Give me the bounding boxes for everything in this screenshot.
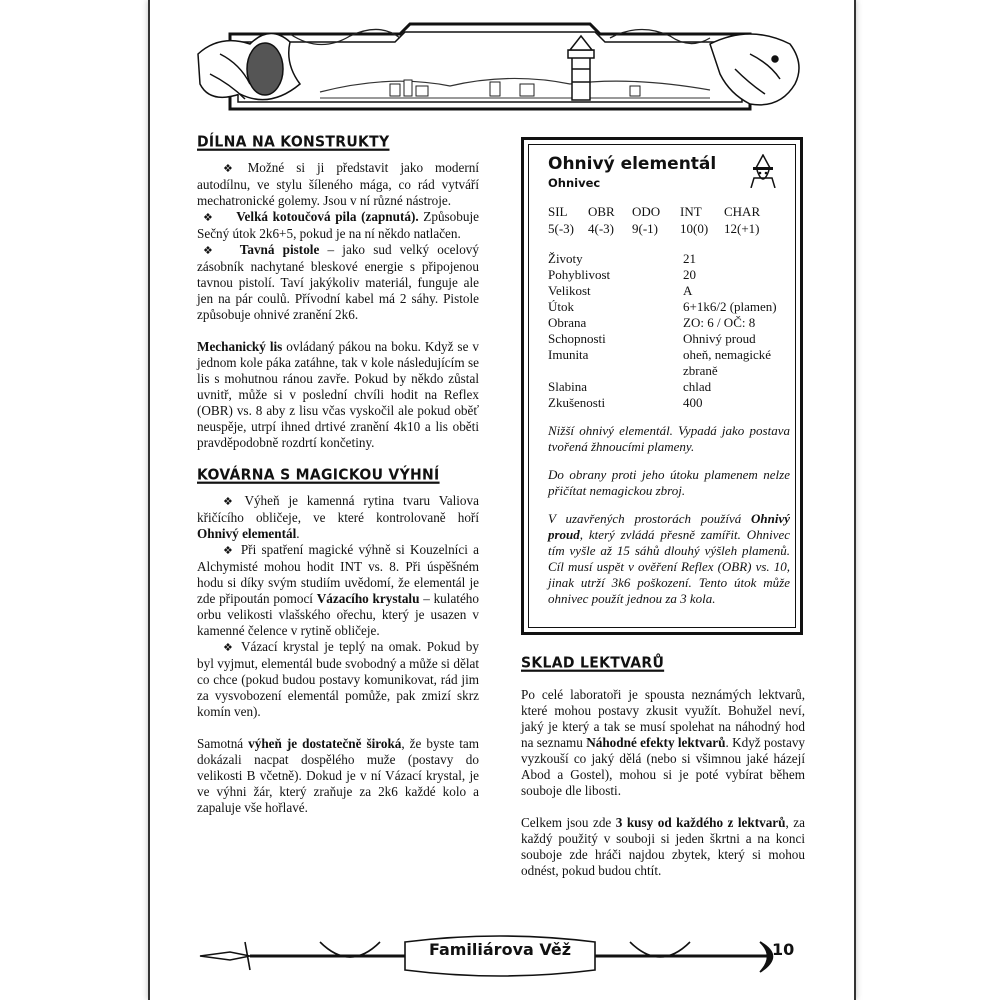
paragraph: Samotná výheň je dostatečně široká, že byste tam dokázali nacpat dospělého muže (postavy do velikosti B včetně). Dokud je v ní Vázací krystal, je ve výhni žár, který zraňuje za 2k6 každé kolo a zapaluje vše hořlavé. <box>197 736 479 815</box>
prop-key: Obrana <box>548 315 587 330</box>
creature-ability: V uzavřených prostorách používá Ohnivý proud, který zvládá přesně zamířit. Ohnivec tím vyšle až 15 sáhů dlouhý výšleh plamenů. Cíl musí uspět v ověření Reflex (OBR) vs. 10, jinak utrží 3k6 poškození. Tento útok může ohnivec použít jednou za 3 kola. <box>548 511 790 606</box>
attr-value: 12(+1) <box>724 221 760 236</box>
creature-subname: Ohnivec <box>548 176 601 190</box>
section-heading-forge: KOVÁRNA S MAGICKOU VÝHNÍ <box>197 466 440 484</box>
prop-value: ZO: 6 / OČ: 8 <box>683 315 756 330</box>
attr-header: INT <box>680 204 702 219</box>
creature-note: Do obrany proti jeho útoku plamenem nelze přičítat nemagickou zbroj. <box>548 467 790 498</box>
prop-key: Pohyblivost <box>548 267 611 282</box>
attribute-table <box>548 203 790 237</box>
paragraph: ❖ Možné si ji představit jako moderní autodílnu, ve stylu šíleného mága, co rád vytváří mechatronické golemy. Jsou v ní různé nástroje. <box>197 160 479 208</box>
prop-value: 21 <box>683 251 696 266</box>
paragraph: Mechanický lis ovládaný pákou na boku. Když se v jednom kole páka zatáhne, tak v kole následujícím se lis s mohutnou ránou zavře. Pokud by někdo zůstal uvnitř, může si v poslední chvíli hodit na Reflex (OBR) vs. 8 aby z lisu včas vyskočil ale pokud oběť neuspěje, utrpí ihned drtivé zranění 4k10 a lis oběti pravděpodobně rozdrtí končetiny. <box>197 339 479 450</box>
attr-value: 9(-1) <box>632 221 658 236</box>
prop-key: Útok <box>548 299 574 314</box>
left-column <box>197 134 479 816</box>
section-heading-potions: SKLAD LEKTVARŮ <box>521 654 665 672</box>
right-column <box>521 655 805 879</box>
wizard-icon <box>748 154 778 188</box>
attr-header: ODO <box>632 204 661 219</box>
attr-header: OBR <box>588 204 615 219</box>
prop-key: Schopnosti <box>548 331 606 346</box>
paragraph: Po celé laboratoři je spousta neznámých lektvarů, které mohou postavy zkusit využít. Bohužel neví, jaký je který a tak se musí spolehat na náhodný hod na seznamu Náhodné efekty lektvarů. Když postavy vyzkouší co jaký dělá (nebo si všimnou jaké házejí Abod a Gostel), mohou si je poté vybírat během souboje dle libosti. <box>521 687 806 798</box>
header-illustration <box>190 14 810 120</box>
bullet-icon: ❖ <box>203 211 215 224</box>
bullet-icon: ❖ <box>203 244 218 257</box>
prop-value: 20 <box>683 267 696 282</box>
prop-key: Životy <box>548 251 583 266</box>
bullet-icon: ❖ <box>223 544 235 557</box>
attr-header: CHAR <box>724 204 761 219</box>
section-heading-workshop: DÍLNA NA KONSTRUKTY <box>197 133 390 151</box>
paragraph: ❖ Velká kotoučová pila (zapnutá). Způsobuje Sečný útok 2k6+5, pokud je na ní někdo natlačen. <box>197 209 479 241</box>
attr-value: 5(-3) <box>548 221 574 236</box>
paragraph: ❖ Vázací krystal je teplý na omak. Pokud by byl vyjmut, elementál bude svobodný a může si dělat co chce (pokud budou postavy komunikovat, rád jim za vysvobození elementál pomůže, pak zmizí skrz komín ven). <box>197 639 479 719</box>
attr-value: 10(0) <box>680 221 709 236</box>
prop-key: Zkušenosti <box>548 395 606 410</box>
bullet-icon: ❖ <box>223 162 242 175</box>
property-list <box>548 251 790 411</box>
prop-key: Imunita <box>548 347 589 362</box>
creature-description: Nižší ohnivý elementál. Vypadá jako postava tvořená žhnoucími plameny. <box>548 423 790 454</box>
prop-value: A <box>683 283 693 298</box>
prop-value: 6+1k6/2 (plamen) <box>683 299 777 314</box>
paragraph: ❖ Výheň je kamenná rytina tvaru Valiova křičícího obličeje, ve které kontrolovaně hoří Ohnivý elementál. <box>197 493 479 541</box>
prop-key: Velikost <box>548 283 591 298</box>
prop-value: Ohnivý proud <box>683 331 756 346</box>
page-number: 10 <box>772 940 795 959</box>
prop-value: chlad <box>683 379 712 394</box>
footer-title: Familiárova Věž <box>428 940 572 959</box>
bullet-icon: ❖ <box>223 495 239 508</box>
paragraph: Celkem jsou zde 3 kusy od každého z lektvarů, za každý použitý v souboji si jeden škrtni a na konci souboje zde hráči najdou zbytek, který si mohou odnést, pokud budou chtít. <box>521 815 805 878</box>
paragraph: ❖ Tavná pistole – jako sud velký ocelový zásobník nachytané bleskové energie s připojenou tavnou pistolí. Taví jakýkoliv materiál, funguje ale jen na pár coulů. Přívodní kabel má 2 sáhy. Pistole způsobuje ohnivé zranění 2k6. <box>197 242 479 322</box>
prop-value: 400 <box>683 395 703 410</box>
prop-value: oheň, nemagické zbraně <box>683 347 772 378</box>
stat-block <box>521 137 803 635</box>
paragraph: ❖ Při spatření magické výhně si Kouzelníci a Alchymisté mohou hodit INT vs. 8. Při úspěšném hodu si díky svým studiím uvědomí, že elementál je zde připoután pomocí Vázacího krystalu – kulatého orbu velikosti vlašského ořechu, který je usazen v kamenné čelence v rytině obličeje. <box>197 542 479 638</box>
creature-name: Ohnivý elementál <box>548 154 717 174</box>
bullet-icon: ❖ <box>223 641 235 654</box>
attr-value: 4(-3) <box>588 221 614 236</box>
attr-header: SIL <box>548 204 568 219</box>
prop-key: Slabina <box>548 379 587 394</box>
